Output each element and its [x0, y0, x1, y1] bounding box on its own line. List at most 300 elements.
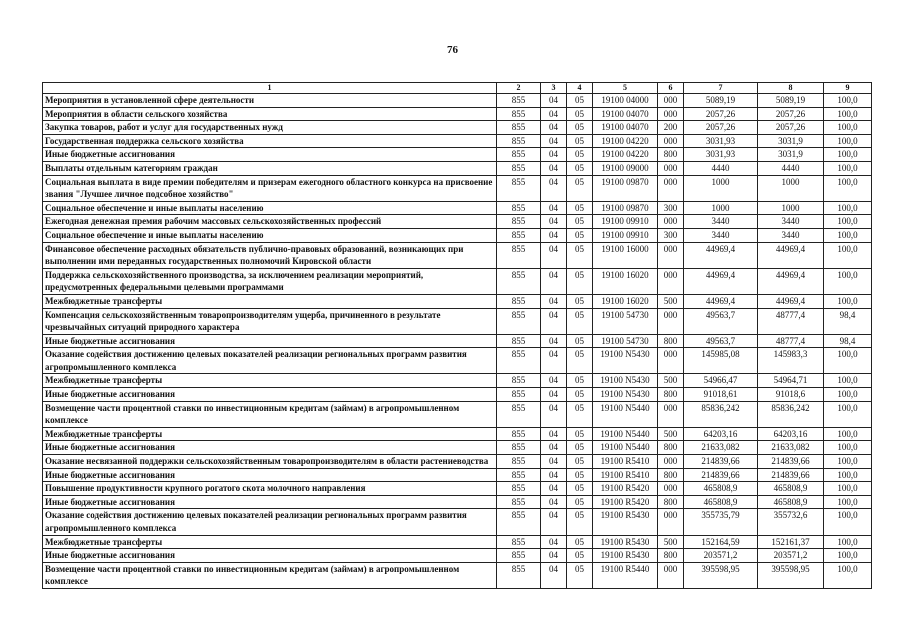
target-article-code: 19100 N5430	[593, 388, 658, 402]
expense-type-code: 000	[658, 134, 684, 148]
row-name: Возмещение части процентной ставки по инвестиционным кредитам (займам) в агропромышленном комплексе	[43, 562, 497, 588]
target-article-code: 19100 R5410	[593, 468, 658, 482]
section-code: 04	[541, 268, 567, 294]
execution-percent: 100,0	[824, 388, 872, 402]
subsection-code: 05	[567, 535, 593, 549]
table-row	[43, 468, 872, 482]
subsection-code: 05	[567, 334, 593, 348]
execution-percent: 100,0	[824, 201, 872, 215]
executed-amount: 4440	[758, 161, 824, 175]
section-code: 04	[541, 509, 567, 535]
expense-type-code: 800	[658, 468, 684, 482]
subsection-code: 05	[567, 427, 593, 441]
table-row	[43, 201, 872, 215]
expense-type-code: 000	[658, 242, 684, 268]
execution-percent: 100,0	[824, 94, 872, 108]
section-code: 04	[541, 495, 567, 509]
vedomstvo-code: 855	[497, 294, 541, 308]
execution-percent: 100,0	[824, 268, 872, 294]
budget-table	[42, 82, 872, 589]
section-code: 04	[541, 374, 567, 388]
subsection-code: 05	[567, 441, 593, 455]
vedomstvo-code: 855	[497, 401, 541, 427]
planned-amount: 203571,2	[684, 549, 758, 563]
section-code: 04	[541, 348, 567, 374]
planned-amount: 355735,79	[684, 509, 758, 535]
vedomstvo-code: 855	[497, 161, 541, 175]
target-article-code: 19100 N5430	[593, 348, 658, 374]
row-name: Социальное обеспечение и иные выплаты населению	[43, 201, 497, 215]
table-row	[43, 482, 872, 496]
row-name: Поддержка сельскохозяйственного производства, за исключением реализации мероприятий, предусмотренных федеральными целевыми программами	[43, 268, 497, 294]
vedomstvo-code: 855	[497, 495, 541, 509]
execution-percent: 100,0	[824, 427, 872, 441]
table-row	[43, 495, 872, 509]
execution-percent: 98,4	[824, 308, 872, 334]
execution-percent: 100,0	[824, 215, 872, 229]
planned-amount: 3031,93	[684, 134, 758, 148]
executed-amount: 214839,66	[758, 455, 824, 469]
execution-percent: 100,0	[824, 549, 872, 563]
column-header: 4	[567, 83, 593, 94]
table-row	[43, 562, 872, 588]
expense-type-code: 000	[658, 161, 684, 175]
planned-amount: 2057,26	[684, 121, 758, 135]
expense-type-code: 500	[658, 294, 684, 308]
planned-amount: 44969,4	[684, 294, 758, 308]
executed-amount: 3440	[758, 228, 824, 242]
column-header: 3	[541, 83, 567, 94]
row-name: Оказание содействия достижению целевых показателей реализации региональных программ развития агропромышленного комплекса	[43, 509, 497, 535]
section-code: 04	[541, 148, 567, 162]
expense-type-code: 000	[658, 268, 684, 294]
execution-percent: 98,4	[824, 334, 872, 348]
vedomstvo-code: 855	[497, 388, 541, 402]
vedomstvo-code: 855	[497, 509, 541, 535]
planned-amount: 465808,9	[684, 482, 758, 496]
section-code: 04	[541, 228, 567, 242]
subsection-code: 05	[567, 134, 593, 148]
executed-amount: 355732,6	[758, 509, 824, 535]
executed-amount: 44969,4	[758, 268, 824, 294]
executed-amount: 48777,4	[758, 308, 824, 334]
section-code: 04	[541, 562, 567, 588]
target-article-code: 19100 09000	[593, 161, 658, 175]
target-article-code: 19100 04070	[593, 107, 658, 121]
expense-type-code: 000	[658, 401, 684, 427]
target-article-code: 19100 09870	[593, 201, 658, 215]
executed-amount: 465808,9	[758, 495, 824, 509]
table-row	[43, 348, 872, 374]
vedomstvo-code: 855	[497, 228, 541, 242]
execution-percent: 100,0	[824, 401, 872, 427]
executed-amount: 3440	[758, 215, 824, 229]
vedomstvo-code: 855	[497, 562, 541, 588]
section-code: 04	[541, 94, 567, 108]
row-name: Иные бюджетные ассигнования	[43, 334, 497, 348]
subsection-code: 05	[567, 401, 593, 427]
vedomstvo-code: 855	[497, 148, 541, 162]
table-row	[43, 242, 872, 268]
planned-amount: 3440	[684, 215, 758, 229]
row-name: Финансовое обеспечение расходных обязательств публично-правовых образований, возникающих при выполнении ими переданных государственных полномочий Кировской области	[43, 242, 497, 268]
execution-percent: 100,0	[824, 175, 872, 201]
section-code: 04	[541, 201, 567, 215]
table-row	[43, 509, 872, 535]
vedomstvo-code: 855	[497, 107, 541, 121]
executed-amount: 1000	[758, 175, 824, 201]
vedomstvo-code: 855	[497, 268, 541, 294]
subsection-code: 05	[567, 161, 593, 175]
table-row	[43, 215, 872, 229]
executed-amount: 64203,16	[758, 427, 824, 441]
row-name: Иные бюджетные ассигнования	[43, 148, 497, 162]
expense-type-code: 000	[658, 348, 684, 374]
row-name: Социальное обеспечение и иные выплаты населению	[43, 228, 497, 242]
execution-percent: 100,0	[824, 107, 872, 121]
table-row	[43, 294, 872, 308]
expense-type-code: 000	[658, 455, 684, 469]
target-article-code: 19100 R5430	[593, 535, 658, 549]
table-row	[43, 121, 872, 135]
row-name: Социальная выплата в виде премии победителям и призерам ежегодного областного конкурса на присвоение звания "Лучшее личное подсобное хозяйство"	[43, 175, 497, 201]
section-code: 04	[541, 161, 567, 175]
execution-percent: 100,0	[824, 294, 872, 308]
vedomstvo-code: 855	[497, 334, 541, 348]
target-article-code: 19100 N5440	[593, 401, 658, 427]
subsection-code: 05	[567, 175, 593, 201]
row-name: Иные бюджетные ассигнования	[43, 549, 497, 563]
section-code: 04	[541, 121, 567, 135]
section-code: 04	[541, 334, 567, 348]
column-header: 2	[497, 83, 541, 94]
vedomstvo-code: 855	[497, 94, 541, 108]
executed-amount: 44969,4	[758, 242, 824, 268]
execution-percent: 100,0	[824, 121, 872, 135]
table-row	[43, 148, 872, 162]
executed-amount: 3031,9	[758, 134, 824, 148]
executed-amount: 2057,26	[758, 121, 824, 135]
execution-percent: 100,0	[824, 348, 872, 374]
section-code: 04	[541, 482, 567, 496]
subsection-code: 05	[567, 201, 593, 215]
vedomstvo-code: 855	[497, 121, 541, 135]
executed-amount: 3031,9	[758, 148, 824, 162]
row-name: Иные бюджетные ассигнования	[43, 495, 497, 509]
subsection-code: 05	[567, 148, 593, 162]
execution-percent: 100,0	[824, 134, 872, 148]
table-row	[43, 308, 872, 334]
row-name: Возмещение части процентной ставки по инвестиционным кредитам (займам) в агропромышленном комплексе	[43, 401, 497, 427]
row-name: Мероприятия в области сельского хозяйства	[43, 107, 497, 121]
subsection-code: 05	[567, 509, 593, 535]
column-header: 5	[593, 83, 658, 94]
executed-amount: 2057,26	[758, 107, 824, 121]
target-article-code: 19100 N5430	[593, 374, 658, 388]
target-article-code: 19100 R5430	[593, 509, 658, 535]
section-code: 04	[541, 441, 567, 455]
expense-type-code: 000	[658, 562, 684, 588]
section-code: 04	[541, 401, 567, 427]
execution-percent: 100,0	[824, 374, 872, 388]
subsection-code: 05	[567, 374, 593, 388]
section-code: 04	[541, 215, 567, 229]
subsection-code: 05	[567, 562, 593, 588]
planned-amount: 152164,59	[684, 535, 758, 549]
row-name: Иные бюджетные ассигнования	[43, 468, 497, 482]
subsection-code: 05	[567, 94, 593, 108]
target-article-code: 19100 04220	[593, 134, 658, 148]
target-article-code: 19100 04000	[593, 94, 658, 108]
planned-amount: 214839,66	[684, 455, 758, 469]
row-name: Иные бюджетные ассигнования	[43, 441, 497, 455]
execution-percent: 100,0	[824, 242, 872, 268]
expense-type-code: 000	[658, 482, 684, 496]
table-row	[43, 134, 872, 148]
vedomstvo-code: 855	[497, 482, 541, 496]
execution-percent: 100,0	[824, 148, 872, 162]
target-article-code: 19100 R5440	[593, 562, 658, 588]
row-name: Межбюджетные трансферты	[43, 374, 497, 388]
executed-amount: 85836,242	[758, 401, 824, 427]
executed-amount: 203571,2	[758, 549, 824, 563]
vedomstvo-code: 855	[497, 468, 541, 482]
table-row	[43, 228, 872, 242]
table-row	[43, 427, 872, 441]
planned-amount: 49563,7	[684, 308, 758, 334]
executed-amount: 465808,9	[758, 482, 824, 496]
vedomstvo-code: 855	[497, 242, 541, 268]
column-header: 7	[684, 83, 758, 94]
expense-type-code: 800	[658, 441, 684, 455]
row-name: Ежегодная денежная премия рабочим массовых сельскохозяйственных профессий	[43, 215, 497, 229]
planned-amount: 1000	[684, 201, 758, 215]
subsection-code: 05	[567, 455, 593, 469]
planned-amount: 54966,47	[684, 374, 758, 388]
vedomstvo-code: 855	[497, 201, 541, 215]
expense-type-code: 000	[658, 509, 684, 535]
executed-amount: 145983,3	[758, 348, 824, 374]
executed-amount: 21633,082	[758, 441, 824, 455]
planned-amount: 1000	[684, 175, 758, 201]
execution-percent: 100,0	[824, 161, 872, 175]
expense-type-code: 300	[658, 201, 684, 215]
vedomstvo-code: 855	[497, 308, 541, 334]
subsection-code: 05	[567, 482, 593, 496]
expense-type-code: 500	[658, 374, 684, 388]
column-header: 9	[824, 83, 872, 94]
planned-amount: 4440	[684, 161, 758, 175]
target-article-code: 19100 R5420	[593, 495, 658, 509]
target-article-code: 19100 04070	[593, 121, 658, 135]
planned-amount: 3440	[684, 228, 758, 242]
expense-type-code: 800	[658, 495, 684, 509]
section-code: 04	[541, 388, 567, 402]
execution-percent: 100,0	[824, 509, 872, 535]
column-header: 6	[658, 83, 684, 94]
planned-amount: 3031,93	[684, 148, 758, 162]
table-row	[43, 268, 872, 294]
execution-percent: 100,0	[824, 562, 872, 588]
planned-amount: 44969,4	[684, 242, 758, 268]
row-name: Межбюджетные трансферты	[43, 535, 497, 549]
subsection-code: 05	[567, 242, 593, 268]
executed-amount: 214839,66	[758, 468, 824, 482]
vedomstvo-code: 855	[497, 549, 541, 563]
execution-percent: 100,0	[824, 441, 872, 455]
subsection-code: 05	[567, 215, 593, 229]
target-article-code: 19100 16000	[593, 242, 658, 268]
executed-amount: 44969,4	[758, 294, 824, 308]
row-name: Иные бюджетные ассигнования	[43, 388, 497, 402]
subsection-code: 05	[567, 495, 593, 509]
subsection-code: 05	[567, 348, 593, 374]
table-row	[43, 441, 872, 455]
row-name: Компенсация сельскохозяйственным товаропроизводителям ущерба, причиненного в результате чрезвычайных ситуаций природного характера	[43, 308, 497, 334]
vedomstvo-code: 855	[497, 175, 541, 201]
expense-type-code: 500	[658, 427, 684, 441]
subsection-code: 05	[567, 308, 593, 334]
subsection-code: 05	[567, 107, 593, 121]
expense-type-code: 800	[658, 148, 684, 162]
section-code: 04	[541, 535, 567, 549]
row-name: Оказание содействия достижению целевых показателей реализации региональных программ развития агропромышленного комплекса	[43, 348, 497, 374]
table-row	[43, 161, 872, 175]
planned-amount: 21633,082	[684, 441, 758, 455]
expense-type-code: 500	[658, 535, 684, 549]
section-code: 04	[541, 455, 567, 469]
planned-amount: 5089,19	[684, 94, 758, 108]
table-row	[43, 374, 872, 388]
target-article-code: 19100 09910	[593, 215, 658, 229]
section-code: 04	[541, 175, 567, 201]
row-name: Межбюджетные трансферты	[43, 427, 497, 441]
vedomstvo-code: 855	[497, 374, 541, 388]
row-name: Выплаты отдельным категориям граждан	[43, 161, 497, 175]
target-article-code: 19100 09870	[593, 175, 658, 201]
section-code: 04	[541, 427, 567, 441]
expense-type-code: 000	[658, 107, 684, 121]
target-article-code: 19100 16020	[593, 268, 658, 294]
row-name: Государственная поддержка сельского хозяйства	[43, 134, 497, 148]
execution-percent: 100,0	[824, 535, 872, 549]
expense-type-code: 800	[658, 549, 684, 563]
executed-amount: 395598,95	[758, 562, 824, 588]
subsection-code: 05	[567, 268, 593, 294]
target-article-code: 19100 16020	[593, 294, 658, 308]
subsection-code: 05	[567, 228, 593, 242]
vedomstvo-code: 855	[497, 455, 541, 469]
execution-percent: 100,0	[824, 455, 872, 469]
planned-amount: 2057,26	[684, 107, 758, 121]
expense-type-code: 200	[658, 121, 684, 135]
expense-type-code: 800	[658, 334, 684, 348]
row-name: Оказание несвязанной поддержки сельскохозяйственным товаропроизводителям в области растениеводства	[43, 455, 497, 469]
section-code: 04	[541, 107, 567, 121]
subsection-code: 05	[567, 468, 593, 482]
subsection-code: 05	[567, 294, 593, 308]
vedomstvo-code: 855	[497, 134, 541, 148]
expense-type-code: 000	[658, 94, 684, 108]
subsection-code: 05	[567, 121, 593, 135]
table-row	[43, 94, 872, 108]
section-code: 04	[541, 242, 567, 268]
vedomstvo-code: 855	[497, 535, 541, 549]
executed-amount: 1000	[758, 201, 824, 215]
row-name: Межбюджетные трансферты	[43, 294, 497, 308]
planned-amount: 49563,7	[684, 334, 758, 348]
planned-amount: 91018,61	[684, 388, 758, 402]
target-article-code: 19100 R5420	[593, 482, 658, 496]
planned-amount: 64203,16	[684, 427, 758, 441]
execution-percent: 100,0	[824, 468, 872, 482]
table-row	[43, 455, 872, 469]
section-code: 04	[541, 294, 567, 308]
planned-amount: 395598,95	[684, 562, 758, 588]
expense-type-code: 000	[658, 175, 684, 201]
column-header: 8	[758, 83, 824, 94]
header-row	[43, 83, 872, 94]
executed-amount: 91018,6	[758, 388, 824, 402]
column-header: 1	[43, 83, 497, 94]
execution-percent: 100,0	[824, 495, 872, 509]
execution-percent: 100,0	[824, 228, 872, 242]
execution-percent: 100,0	[824, 482, 872, 496]
subsection-code: 05	[567, 388, 593, 402]
target-article-code: 19100 N5440	[593, 427, 658, 441]
executed-amount: 54964,71	[758, 374, 824, 388]
executed-amount: 5089,19	[758, 94, 824, 108]
section-code: 04	[541, 308, 567, 334]
table-row	[43, 175, 872, 201]
vedomstvo-code: 855	[497, 348, 541, 374]
vedomstvo-code: 855	[497, 427, 541, 441]
table-row	[43, 549, 872, 563]
executed-amount: 48777,4	[758, 334, 824, 348]
target-article-code: 19100 R5410	[593, 455, 658, 469]
target-article-code: 19100 N5440	[593, 441, 658, 455]
executed-amount: 152161,37	[758, 535, 824, 549]
target-article-code: 19100 09910	[593, 228, 658, 242]
section-code: 04	[541, 468, 567, 482]
vedomstvo-code: 855	[497, 215, 541, 229]
row-name: Повышение продуктивности крупного рогатого скота молочного направления	[43, 482, 497, 496]
row-name: Мероприятия в установленной сфере деятельности	[43, 94, 497, 108]
planned-amount: 465808,9	[684, 495, 758, 509]
expense-type-code: 000	[658, 215, 684, 229]
planned-amount: 85836,242	[684, 401, 758, 427]
table-row	[43, 388, 872, 402]
target-article-code: 19100 R5430	[593, 549, 658, 563]
target-article-code: 19100 54730	[593, 308, 658, 334]
planned-amount: 214839,66	[684, 468, 758, 482]
page-number: 76	[447, 44, 458, 56]
target-article-code: 19100 54730	[593, 334, 658, 348]
vedomstvo-code: 855	[497, 441, 541, 455]
planned-amount: 145985,08	[684, 348, 758, 374]
table-row	[43, 107, 872, 121]
table-row	[43, 535, 872, 549]
table-row	[43, 334, 872, 348]
row-name: Закупка товаров, работ и услуг для государственных нужд	[43, 121, 497, 135]
expense-type-code: 000	[658, 308, 684, 334]
table-row	[43, 401, 872, 427]
subsection-code: 05	[567, 549, 593, 563]
section-code: 04	[541, 549, 567, 563]
target-article-code: 19100 04220	[593, 148, 658, 162]
section-code: 04	[541, 134, 567, 148]
expense-type-code: 300	[658, 228, 684, 242]
